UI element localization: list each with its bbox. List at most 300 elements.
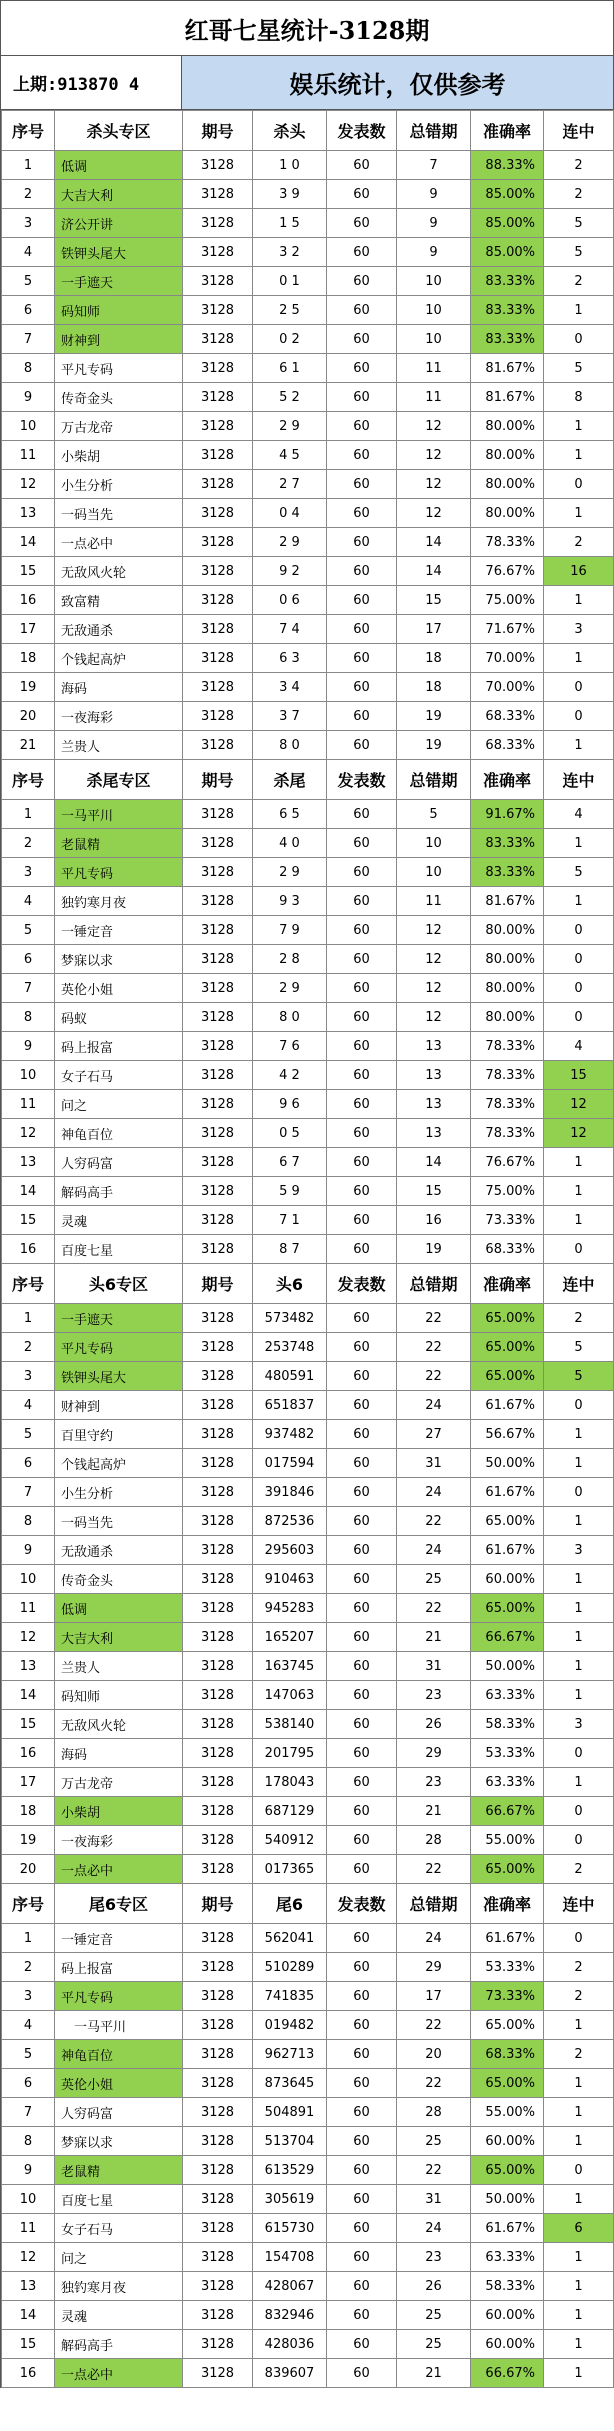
cell-name: 码知师 — [55, 1681, 183, 1710]
cell-period: 3128 — [183, 1826, 253, 1855]
cell-numbers: 391846 — [253, 1478, 327, 1507]
cell-total: 60 — [327, 2272, 397, 2301]
cell-total: 60 — [327, 1478, 397, 1507]
cell-total: 60 — [327, 412, 397, 441]
table-row — [2, 209, 614, 238]
cell-misses: 14 — [397, 1148, 471, 1177]
cell-total: 60 — [327, 2330, 397, 2359]
cell-streak: 1 — [544, 1681, 614, 1710]
cell-index: 8 — [2, 2127, 55, 2156]
slogan-banner: 娱乐统计，仅供参考 — [182, 56, 613, 109]
cell-accuracy: 80.00% — [471, 412, 544, 441]
cell-streak: 5 — [544, 858, 614, 887]
header-streak: 连中 — [544, 1884, 614, 1924]
cell-numbers: 2 9 — [253, 528, 327, 557]
cell-streak: 1 — [544, 2011, 614, 2040]
cell-numbers: 573482 — [253, 1304, 327, 1333]
cell-streak: 2 — [544, 1953, 614, 1982]
cell-name: 百度七星 — [55, 2185, 183, 2214]
cell-period: 3128 — [183, 209, 253, 238]
cell-streak: 5 — [544, 354, 614, 383]
section-header-row — [2, 1884, 614, 1924]
cell-misses: 23 — [397, 1768, 471, 1797]
cell-misses: 21 — [397, 1623, 471, 1652]
cell-period: 3128 — [183, 1478, 253, 1507]
cell-index: 17 — [2, 1768, 55, 1797]
cell-name: 问之 — [55, 1090, 183, 1119]
table-row — [2, 1391, 614, 1420]
cell-period: 3128 — [183, 1003, 253, 1032]
cell-index: 12 — [2, 2243, 55, 2272]
table-row — [2, 1362, 614, 1391]
cell-misses: 24 — [397, 1536, 471, 1565]
cell-total: 60 — [327, 702, 397, 731]
cell-index: 9 — [2, 383, 55, 412]
cell-accuracy: 65.00% — [471, 1507, 544, 1536]
cell-streak: 1 — [544, 1565, 614, 1594]
cell-total: 60 — [327, 2011, 397, 2040]
table-row — [2, 2011, 614, 2040]
section-header-row — [2, 1264, 614, 1304]
cell-misses: 24 — [397, 1478, 471, 1507]
cell-misses: 9 — [397, 209, 471, 238]
cell-period: 3128 — [183, 1032, 253, 1061]
cell-misses: 22 — [397, 1507, 471, 1536]
cell-period: 3128 — [183, 2185, 253, 2214]
cell-total: 60 — [327, 1623, 397, 1652]
cell-accuracy: 78.33% — [471, 528, 544, 557]
cell-streak: 5 — [544, 209, 614, 238]
cell-period: 3128 — [183, 1420, 253, 1449]
cell-index: 3 — [2, 209, 55, 238]
cell-period: 3128 — [183, 1623, 253, 1652]
cell-total: 60 — [327, 1953, 397, 1982]
table-row — [2, 644, 614, 673]
cell-total: 60 — [327, 1652, 397, 1681]
cell-name: 小柴胡 — [55, 1797, 183, 1826]
cell-misses: 12 — [397, 470, 471, 499]
cell-index: 2 — [2, 829, 55, 858]
cell-index: 3 — [2, 1982, 55, 2011]
cell-period: 3128 — [183, 2214, 253, 2243]
cell-streak: 3 — [544, 1536, 614, 1565]
cell-name: 解码高手 — [55, 2330, 183, 2359]
cell-misses: 12 — [397, 1003, 471, 1032]
cell-misses: 26 — [397, 2272, 471, 2301]
table-row — [2, 615, 614, 644]
table-row — [2, 1536, 614, 1565]
cell-accuracy: 50.00% — [471, 1449, 544, 1478]
cell-numbers: 3 2 — [253, 238, 327, 267]
cell-accuracy: 76.67% — [471, 1148, 544, 1177]
cell-numbers: 7 6 — [253, 1032, 327, 1061]
cell-misses: 10 — [397, 858, 471, 887]
cell-numbers: 6 3 — [253, 644, 327, 673]
cell-name: 一手遮天 — [55, 267, 183, 296]
cell-total: 60 — [327, 1739, 397, 1768]
cell-total: 60 — [327, 731, 397, 760]
cell-index: 11 — [2, 1594, 55, 1623]
cell-total: 60 — [327, 1090, 397, 1119]
table-row — [2, 2185, 614, 2214]
cell-period: 3128 — [183, 1565, 253, 1594]
cell-period: 3128 — [183, 974, 253, 1003]
cell-accuracy: 78.33% — [471, 1119, 544, 1148]
cell-misses: 10 — [397, 296, 471, 325]
cell-numbers: 562041 — [253, 1924, 327, 1953]
cell-accuracy: 55.00% — [471, 2098, 544, 2127]
cell-misses: 17 — [397, 615, 471, 644]
cell-index: 3 — [2, 1362, 55, 1391]
cell-streak: 1 — [544, 2359, 614, 2388]
info-row — [1, 56, 613, 110]
cell-streak: 0 — [544, 470, 614, 499]
cell-name: 平凡专码 — [55, 354, 183, 383]
header-misses: 总错期 — [397, 111, 471, 151]
cell-period: 3128 — [183, 1206, 253, 1235]
cell-misses: 19 — [397, 731, 471, 760]
cell-accuracy: 63.33% — [471, 1768, 544, 1797]
cell-streak: 3 — [544, 1710, 614, 1739]
cell-streak: 1 — [544, 731, 614, 760]
cell-index: 2 — [2, 180, 55, 209]
cell-index: 9 — [2, 1536, 55, 1565]
cell-accuracy: 61.67% — [471, 1536, 544, 1565]
cell-streak: 0 — [544, 1797, 614, 1826]
cell-accuracy: 61.67% — [471, 1478, 544, 1507]
header-streak: 连中 — [544, 760, 614, 800]
cell-streak: 1 — [544, 2330, 614, 2359]
cell-misses: 12 — [397, 974, 471, 1003]
table-row — [2, 1565, 614, 1594]
cell-name: 灵魂 — [55, 2301, 183, 2330]
cell-total: 60 — [327, 586, 397, 615]
cell-period: 3128 — [183, 2272, 253, 2301]
cell-total: 60 — [327, 1982, 397, 2011]
header-period: 期号 — [183, 1884, 253, 1924]
header-misses: 总错期 — [397, 1884, 471, 1924]
cell-index: 12 — [2, 470, 55, 499]
cell-index: 15 — [2, 557, 55, 586]
table-row — [2, 2243, 614, 2272]
table-row — [2, 586, 614, 615]
table-row — [2, 858, 614, 887]
cell-total: 60 — [327, 673, 397, 702]
cell-streak: 2 — [544, 180, 614, 209]
cell-accuracy: 73.33% — [471, 1982, 544, 2011]
cell-streak: 5 — [544, 1362, 614, 1391]
cell-streak: 6 — [544, 2214, 614, 2243]
cell-total: 60 — [327, 1507, 397, 1536]
cell-misses: 28 — [397, 1826, 471, 1855]
cell-streak: 12 — [544, 1119, 614, 1148]
cell-numbers: 7 9 — [253, 916, 327, 945]
cell-name: 一码当先 — [55, 1507, 183, 1536]
table-row — [2, 354, 614, 383]
cell-numbers: 615730 — [253, 2214, 327, 2243]
cell-misses: 12 — [397, 499, 471, 528]
cell-numbers: 910463 — [253, 1565, 327, 1594]
cell-total: 60 — [327, 180, 397, 209]
cell-total: 60 — [327, 916, 397, 945]
cell-misses: 10 — [397, 267, 471, 296]
cell-period: 3128 — [183, 916, 253, 945]
cell-name: 海码 — [55, 1739, 183, 1768]
cell-total: 60 — [327, 1003, 397, 1032]
cell-index: 21 — [2, 731, 55, 760]
cell-misses: 23 — [397, 2243, 471, 2272]
cell-numbers: 165207 — [253, 1623, 327, 1652]
cell-misses: 11 — [397, 887, 471, 916]
cell-name: 梦寐以求 — [55, 945, 183, 974]
cell-numbers: 8 0 — [253, 1003, 327, 1032]
cell-numbers: 428067 — [253, 2272, 327, 2301]
cell-accuracy: 78.33% — [471, 1061, 544, 1090]
cell-index: 4 — [2, 1391, 55, 1420]
cell-period: 3128 — [183, 1594, 253, 1623]
table-row — [2, 296, 614, 325]
table-row — [2, 499, 614, 528]
header-period: 期号 — [183, 1264, 253, 1304]
cell-accuracy: 65.00% — [471, 1333, 544, 1362]
cell-name: 无敌风火轮 — [55, 557, 183, 586]
cell-streak: 5 — [544, 238, 614, 267]
cell-name: 无敌通杀 — [55, 1536, 183, 1565]
cell-period: 3128 — [183, 151, 253, 180]
cell-numbers: 201795 — [253, 1739, 327, 1768]
cell-period: 3128 — [183, 267, 253, 296]
cell-name: 平凡专码 — [55, 1982, 183, 2011]
cell-numbers: 2 8 — [253, 945, 327, 974]
cell-index: 18 — [2, 1797, 55, 1826]
cell-numbers: 839607 — [253, 2359, 327, 2388]
cell-misses: 20 — [397, 2040, 471, 2069]
cell-accuracy: 85.00% — [471, 238, 544, 267]
cell-index: 8 — [2, 1507, 55, 1536]
cell-accuracy: 68.33% — [471, 2040, 544, 2069]
cell-streak: 4 — [544, 800, 614, 829]
cell-period: 3128 — [183, 1449, 253, 1478]
cell-misses: 10 — [397, 829, 471, 858]
cell-numbers: 0 6 — [253, 586, 327, 615]
cell-accuracy: 71.67% — [471, 615, 544, 644]
cell-name: 小柴胡 — [55, 441, 183, 470]
cell-period: 3128 — [183, 1982, 253, 2011]
cell-numbers: 428036 — [253, 2330, 327, 2359]
cell-name: 兰贵人 — [55, 731, 183, 760]
cell-streak: 1 — [544, 887, 614, 916]
cell-total: 60 — [327, 2069, 397, 2098]
cell-index: 3 — [2, 858, 55, 887]
cell-streak: 1 — [544, 296, 614, 325]
cell-streak: 1 — [544, 1768, 614, 1797]
table-row — [2, 1652, 614, 1681]
table-row — [2, 1090, 614, 1119]
cell-accuracy: 80.00% — [471, 1003, 544, 1032]
cell-accuracy: 65.00% — [471, 2011, 544, 2040]
cell-numbers: 017594 — [253, 1449, 327, 1478]
cell-name: 神龟百位 — [55, 1119, 183, 1148]
cell-numbers: 4 5 — [253, 441, 327, 470]
header-numbers: 尾6 — [253, 1884, 327, 1924]
cell-accuracy: 80.00% — [471, 945, 544, 974]
cell-accuracy: 85.00% — [471, 209, 544, 238]
cell-misses: 24 — [397, 1924, 471, 1953]
cell-numbers: 2 5 — [253, 296, 327, 325]
cell-misses: 24 — [397, 1391, 471, 1420]
cell-streak: 1 — [544, 829, 614, 858]
cell-misses: 5 — [397, 800, 471, 829]
cell-index: 11 — [2, 2214, 55, 2243]
table-row — [2, 2098, 614, 2127]
cell-total: 60 — [327, 1391, 397, 1420]
cell-accuracy: 70.00% — [471, 673, 544, 702]
cell-accuracy: 60.00% — [471, 1565, 544, 1594]
cell-streak: 1 — [544, 2069, 614, 2098]
cell-total: 60 — [327, 2185, 397, 2214]
cell-total: 60 — [327, 470, 397, 499]
cell-streak: 0 — [544, 1739, 614, 1768]
cell-accuracy: 83.33% — [471, 858, 544, 887]
cell-total: 60 — [327, 1924, 397, 1953]
header-index: 序号 — [2, 111, 55, 151]
cell-index: 5 — [2, 267, 55, 296]
table-row — [2, 528, 614, 557]
cell-period: 3128 — [183, 858, 253, 887]
table-row — [2, 974, 614, 1003]
cell-name: 低调 — [55, 151, 183, 180]
table-row — [2, 412, 614, 441]
cell-name: 财神到 — [55, 1391, 183, 1420]
cell-name: 低调 — [55, 1594, 183, 1623]
cell-numbers: 6 5 — [253, 800, 327, 829]
cell-misses: 13 — [397, 1032, 471, 1061]
cell-period: 3128 — [183, 800, 253, 829]
cell-accuracy: 61.67% — [471, 1391, 544, 1420]
table-row — [2, 1797, 614, 1826]
cell-misses: 24 — [397, 2214, 471, 2243]
cell-accuracy: 81.67% — [471, 383, 544, 412]
cell-accuracy: 91.67% — [471, 800, 544, 829]
cell-accuracy: 75.00% — [471, 586, 544, 615]
cell-numbers: 0 4 — [253, 499, 327, 528]
cell-name: 独钓寒月夜 — [55, 2272, 183, 2301]
cell-numbers: 538140 — [253, 1710, 327, 1739]
cell-index: 7 — [2, 1478, 55, 1507]
cell-name: 平凡专码 — [55, 1333, 183, 1362]
cell-period: 3128 — [183, 2156, 253, 2185]
cell-misses: 11 — [397, 383, 471, 412]
cell-total: 60 — [327, 945, 397, 974]
cell-numbers: 4 0 — [253, 829, 327, 858]
cell-streak: 0 — [544, 1391, 614, 1420]
cell-name: 一锤定音 — [55, 916, 183, 945]
table-row — [2, 470, 614, 499]
header-total: 发表数 — [327, 111, 397, 151]
cell-total: 60 — [327, 557, 397, 586]
cell-name: 财神到 — [55, 325, 183, 354]
table-row — [2, 1507, 614, 1536]
cell-streak: 3 — [544, 615, 614, 644]
cell-period: 3128 — [183, 325, 253, 354]
cell-name: 个钱起高炉 — [55, 1449, 183, 1478]
cell-total: 60 — [327, 325, 397, 354]
cell-period: 3128 — [183, 1652, 253, 1681]
cell-index: 7 — [2, 325, 55, 354]
cell-name: 神龟百位 — [55, 2040, 183, 2069]
cell-accuracy: 65.00% — [471, 1362, 544, 1391]
cell-accuracy: 78.33% — [471, 1090, 544, 1119]
cell-accuracy: 53.33% — [471, 1739, 544, 1768]
cell-index: 13 — [2, 1652, 55, 1681]
cell-name: 人穷码富 — [55, 1148, 183, 1177]
cell-name: 万古龙帝 — [55, 1768, 183, 1797]
cell-index: 1 — [2, 1304, 55, 1333]
cell-accuracy: 61.67% — [471, 2214, 544, 2243]
cell-numbers: 3 7 — [253, 702, 327, 731]
cell-name: 一马平川 — [55, 800, 183, 829]
cell-period: 3128 — [183, 354, 253, 383]
cell-streak: 0 — [544, 673, 614, 702]
cell-accuracy: 65.00% — [471, 2156, 544, 2185]
cell-accuracy: 85.00% — [471, 180, 544, 209]
cell-numbers: 8 0 — [253, 731, 327, 760]
cell-misses: 29 — [397, 1739, 471, 1768]
cell-streak: 1 — [544, 586, 614, 615]
cell-name: 一夜海彩 — [55, 1826, 183, 1855]
cell-numbers: 7 1 — [253, 1206, 327, 1235]
table-row — [2, 441, 614, 470]
cell-streak: 1 — [544, 1148, 614, 1177]
cell-numbers: 019482 — [253, 2011, 327, 2040]
cell-index: 16 — [2, 586, 55, 615]
cell-accuracy: 66.67% — [471, 1797, 544, 1826]
cell-name: 无敌风火轮 — [55, 1710, 183, 1739]
cell-numbers: 2 9 — [253, 858, 327, 887]
cell-misses: 31 — [397, 2185, 471, 2214]
cell-total: 60 — [327, 1594, 397, 1623]
cell-index: 6 — [2, 945, 55, 974]
cell-index: 16 — [2, 1739, 55, 1768]
table-row — [2, 557, 614, 586]
cell-name: 女子石马 — [55, 2214, 183, 2243]
cell-total: 60 — [327, 2098, 397, 2127]
cell-index: 17 — [2, 615, 55, 644]
cell-total: 60 — [327, 615, 397, 644]
cell-period: 3128 — [183, 1507, 253, 1536]
cell-streak: 0 — [544, 1235, 614, 1264]
cell-numbers: 873645 — [253, 2069, 327, 2098]
last-period-result: 上期:913870 4 — [1, 56, 182, 109]
section-header-row — [2, 760, 614, 800]
cell-accuracy: 75.00% — [471, 1177, 544, 1206]
table-row — [2, 1032, 614, 1061]
cell-period: 3128 — [183, 1797, 253, 1826]
cell-accuracy: 68.33% — [471, 702, 544, 731]
cell-accuracy: 70.00% — [471, 644, 544, 673]
cell-index: 1 — [2, 1924, 55, 1953]
cell-index: 19 — [2, 1826, 55, 1855]
header-streak: 连中 — [544, 111, 614, 151]
cell-streak: 4 — [544, 1032, 614, 1061]
table-row — [2, 1119, 614, 1148]
header-misses: 总错期 — [397, 760, 471, 800]
cell-total: 60 — [327, 2214, 397, 2243]
cell-streak: 1 — [544, 2272, 614, 2301]
table-row — [2, 702, 614, 731]
table-row — [2, 267, 614, 296]
cell-period: 3128 — [183, 557, 253, 586]
